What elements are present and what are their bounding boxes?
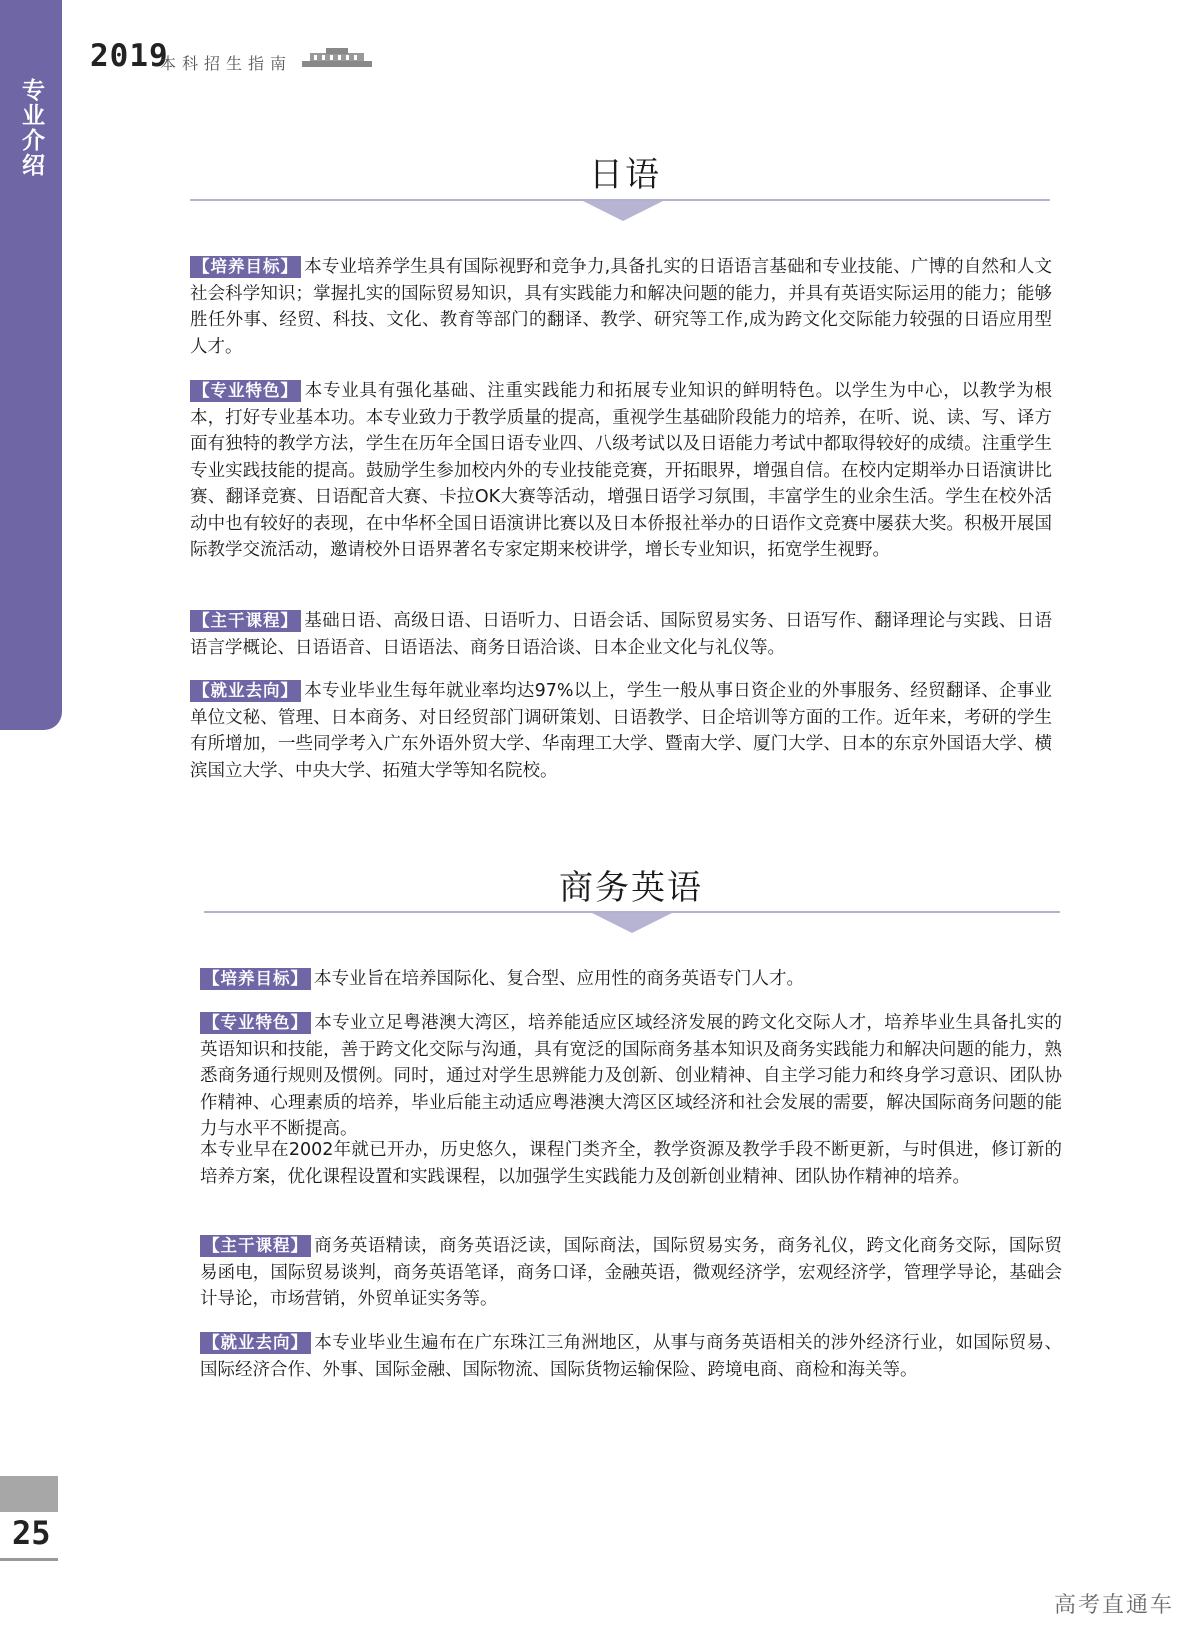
paragraph-text: 商务英语精读，商务英语泛读，国际商法，国际贸易实务，商务礼仪，跨文化商务交际，国际贸易函电，国际贸易谈判，商务英语笔译，商务口译，金融英语，微观经济学，宏观经济学，管理学导论，基础会计导论，市场营销，外贸单证实务等。 [200,1236,1062,1309]
side-tab-label: 专业介绍 [18,78,44,178]
paragraph-major-features [190,378,1052,564]
paragraph-text: 本专业毕业生遍布在广东珠江三角洲地区，从事与商务英语相关的涉外经济行业，如国际贸易、国际经济合作、外事、国际金融、国际物流、国际货物运输保险、跨境电商、商检和海关等。 [200,1333,1062,1380]
tag-employment: 【就业去向】 [190,680,301,702]
tag-major-features: 【专业特色】 [200,1012,311,1034]
tag-major-features: 【专业特色】 [190,380,301,402]
page-number: 25 [12,1514,51,1552]
section-title-business-english: 商务英语 [559,868,703,908]
paragraph-text: 本专业培养学生具有国际视野和竞争力,具备扎实的日语语言基础和专业技能、广博的自然和人文社会科学知识；掌握扎实的国际贸易知识，具有实践能力和解决问题的能力，并具有英语实际运用的能力；能够胜任外事、经贸、科技、文化、教育等部门的翻译、教学、研究等工作,成为跨文化交际能力较强的日语应用型人才。 [190,257,1052,357]
page-number-bar [0,1476,58,1512]
watermark: 高考直通车 [1053,1593,1174,1618]
paragraph-text: 本专业立足粤港澳大湾区，培养能适应区域经济发展的跨文化交际人才，培养毕业生具备扎实的英语知识和技能，善于跨文化交际与沟通，具有宽泛的国际商务基本知识及商务实践能力和解决问题的能力，熟悉商务通行规则及惯例。同时，通过对学生思辨能力及创新、创业精神、自主学习能力和终身学习意识、团队协作精神、心理素质的培养，毕业后能主动适应粤港澳大湾区区域经济和社会发展的需要，解决国际商务问题的能力与水平不断提高。 [200,1013,1062,1139]
section-arrow-marker [592,913,672,933]
paragraph-training-goal [200,966,1062,993]
paragraph-text: 本专业毕业生每年就业率均达97%以上，学生一般从事日资企业的外事服务、经贸翻译、企事业单位文秘、管理、日本商务、对日经贸部门调研策划、日语教学、日企培训等方面的工作。近年来，考研的学生有所增加，一些同学考入广东外语外贸大学、华南理工大学、暨南大学、厦门大学、日本的东京外国语大学、横滨国立大学、中央大学、拓殖大学等知名院校。 [190,681,1052,781]
section-title-japanese: 日语 [589,155,661,195]
section-arrow-marker [583,201,663,221]
paragraph-training-goal [190,254,1052,360]
paragraph-text: 本专业具有强化基础、注重实践能力和拓展专业知识的鲜明特色。以学生为中心，以教学为根本，打好专业基本功。本专业致力于教学质量的提高，重视学生基础阶段能力的培养，在听、说、读、写、译方面有独特的教学方法，学生在历年全国日语专业四、八级考试以及日语能力考试中都取得较好的成绩。注重学生专业实践技能的提高。鼓励学生参加校内外的专业技能竞赛，开拓眼界，增强自信。在校内定期举办日语演讲比赛、翻译竞赛、日语配音大赛、卡拉OK大赛等活动，增强日语学习氛围，丰富学生的业余生活。学生在校外活动中也有较好的表现，在中华杯全国日语演讲比赛以及日本侨报社举办的日语作文竞赛中屡获大奖。积极开展国际教学交流活动，邀请校外日语界著名专家定期来校讲学，增长专业知识，拓宽学生视野。 [190,381,1052,560]
paragraph-text: 本专业旨在培养国际化、复合型、应用性的商务英语专门人才。 [314,969,804,989]
paragraph-text: 本专业早在2002年就已开办，历史悠久，课程门类齐全，教学资源及教学手段不断更新，与时俱进，修订新的培养方案，优化课程设置和实践课程，以加强学生实践能力及创新创业精神、团队协作精神的培养。 [200,1140,1062,1187]
page-number-underline [0,1558,58,1561]
tag-core-courses: 【主干课程】 [200,1235,311,1257]
paragraph-employment [190,678,1052,784]
paragraph-history [200,1137,1062,1190]
paragraph-employment [200,1330,1062,1383]
paragraph-major-features [200,1010,1062,1143]
paragraph-text: 基础日语、高级日语、日语听力、日语会话、国际贸易实务、日语写作、翻译理论与实践、日语语言学概论、日语语音、日语语法、商务日语洽谈、日本企业文化与礼仪等。 [190,611,1052,658]
tag-employment: 【就业去向】 [200,1332,311,1354]
tag-training-goal: 【培养目标】 [190,256,301,278]
header-subtitle: 本科招生指南 [160,54,293,73]
paragraph-core-courses [190,608,1052,661]
header-year: 2019 [90,38,169,74]
building-icon [302,47,372,69]
tag-training-goal: 【培养目标】 [200,968,311,990]
paragraph-core-courses [200,1233,1062,1313]
side-tab [0,0,62,730]
tag-core-courses: 【主干课程】 [190,610,301,632]
